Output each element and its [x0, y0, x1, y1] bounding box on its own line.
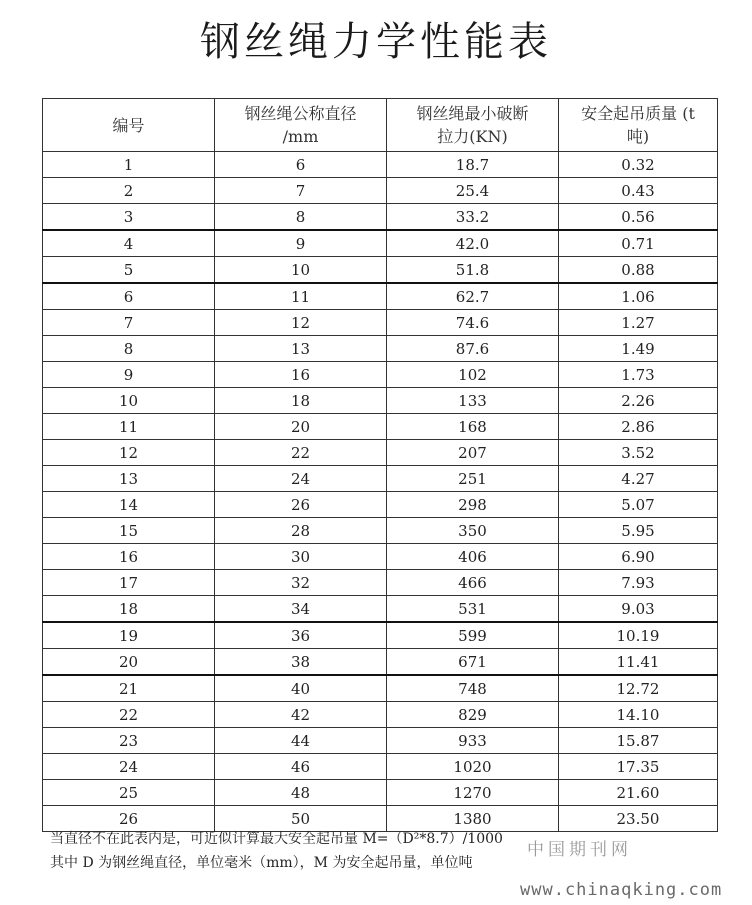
- table-cell: 42: [215, 702, 387, 728]
- table-cell: 22: [215, 440, 387, 466]
- table-cell: 18: [43, 596, 215, 623]
- table-cell: 19: [43, 622, 215, 649]
- table-row: [43, 362, 718, 388]
- table-cell: 24: [43, 754, 215, 780]
- table-row: [43, 544, 718, 570]
- table-row: [43, 702, 718, 728]
- table-cell: 0.43: [559, 178, 718, 204]
- table-cell: 748: [387, 675, 559, 702]
- table-row: [43, 204, 718, 231]
- table-cell: 6: [215, 152, 387, 178]
- table-cell: 9.03: [559, 596, 718, 623]
- table-row: [43, 518, 718, 544]
- table-cell: 24: [215, 466, 387, 492]
- table-cell: 0.88: [559, 257, 718, 284]
- table-cell: 48: [215, 780, 387, 806]
- header-number: 编号: [43, 99, 215, 152]
- table-cell: 168: [387, 414, 559, 440]
- table-cell: 7: [215, 178, 387, 204]
- table-row: [43, 414, 718, 440]
- table-row: [43, 388, 718, 414]
- table-cell: 350: [387, 518, 559, 544]
- table-cell: 11: [43, 414, 215, 440]
- table-cell: 12: [43, 440, 215, 466]
- table-cell: 30: [215, 544, 387, 570]
- table-cell: 22: [43, 702, 215, 728]
- table-row: [43, 492, 718, 518]
- table-cell: 34: [215, 596, 387, 623]
- table-cell: 33.2: [387, 204, 559, 231]
- table-row: [43, 728, 718, 754]
- table-cell: 16: [215, 362, 387, 388]
- table-cell: 5.07: [559, 492, 718, 518]
- table-cell: 21: [43, 675, 215, 702]
- table-cell: 5: [43, 257, 215, 284]
- table-cell: 23: [43, 728, 215, 754]
- table-cell: 406: [387, 544, 559, 570]
- table-cell: 26: [215, 492, 387, 518]
- table-cell: 15: [43, 518, 215, 544]
- table-row: [43, 675, 718, 702]
- table-cell: 25: [43, 780, 215, 806]
- table-cell: 62.7: [387, 283, 559, 310]
- table-cell: 40: [215, 675, 387, 702]
- table-cell: 51.8: [387, 257, 559, 284]
- table-cell: 0.71: [559, 230, 718, 257]
- table-cell: 3.52: [559, 440, 718, 466]
- table-cell: 1.49: [559, 336, 718, 362]
- table-cell: 1: [43, 152, 215, 178]
- table-cell: 10: [43, 388, 215, 414]
- table-cell: 42.0: [387, 230, 559, 257]
- table-cell: 18.7: [387, 152, 559, 178]
- table-cell: 21.60: [559, 780, 718, 806]
- table-row: [43, 622, 718, 649]
- table-cell: 531: [387, 596, 559, 623]
- table-cell: 466: [387, 570, 559, 596]
- table-cell: 18: [215, 388, 387, 414]
- table-cell: 16: [43, 544, 215, 570]
- table-row: [43, 754, 718, 780]
- table-row: [43, 596, 718, 623]
- wire-rope-properties-table: [42, 98, 718, 832]
- table-cell: 207: [387, 440, 559, 466]
- table-cell: 7.93: [559, 570, 718, 596]
- table-cell: 0.56: [559, 204, 718, 231]
- table-cell: 1.27: [559, 310, 718, 336]
- table-row: [43, 649, 718, 676]
- table-row: [43, 780, 718, 806]
- table-cell: 17.35: [559, 754, 718, 780]
- table-cell: 5.95: [559, 518, 718, 544]
- table-cell: 2: [43, 178, 215, 204]
- table-cell: 6: [43, 283, 215, 310]
- table-cell: 20: [43, 649, 215, 676]
- table-row: [43, 336, 718, 362]
- table-cell: 26: [43, 806, 215, 832]
- table-row: [43, 440, 718, 466]
- table-cell: 14: [43, 492, 215, 518]
- table-cell: 3: [43, 204, 215, 231]
- table-cell: 4.27: [559, 466, 718, 492]
- table-cell: 23.50: [559, 806, 718, 832]
- table-row: [43, 152, 718, 178]
- table-cell: 87.6: [387, 336, 559, 362]
- table-cell: 1020: [387, 754, 559, 780]
- table-cell: 20: [215, 414, 387, 440]
- watermark-text: 中国期刊网: [527, 840, 632, 860]
- header-breaking-force: 钢丝绳最小破断 拉力(KN): [387, 99, 559, 152]
- table-cell: 1380: [387, 806, 559, 832]
- table-cell: 671: [387, 649, 559, 676]
- table-cell: 38: [215, 649, 387, 676]
- table-cell: 10.19: [559, 622, 718, 649]
- table-row: [43, 283, 718, 310]
- table-cell: 7: [43, 310, 215, 336]
- table-cell: 14.10: [559, 702, 718, 728]
- table-cell: 25.4: [387, 178, 559, 204]
- table-cell: 251: [387, 466, 559, 492]
- table-cell: 74.6: [387, 310, 559, 336]
- table-row: [43, 257, 718, 284]
- table-row: [43, 178, 718, 204]
- table-cell: 102: [387, 362, 559, 388]
- watermark-url: www.chinaqking.com: [520, 880, 723, 900]
- table-cell: 1.73: [559, 362, 718, 388]
- header-safe-load: 安全起吊质量 (t 吨): [559, 99, 718, 152]
- table-cell: 9: [215, 230, 387, 257]
- table-cell: 17: [43, 570, 215, 596]
- table-cell: 12: [215, 310, 387, 336]
- table-cell: 15.87: [559, 728, 718, 754]
- table-cell: 8: [215, 204, 387, 231]
- table-cell: 8: [43, 336, 215, 362]
- table-cell: 6.90: [559, 544, 718, 570]
- table-cell: 36: [215, 622, 387, 649]
- table-cell: 13: [43, 466, 215, 492]
- table-cell: 28: [215, 518, 387, 544]
- table-cell: 32: [215, 570, 387, 596]
- unit-note: 其中 D 为钢丝绳直径，单位毫米（mm），M 为安全起吊量，单位吨: [50, 855, 473, 871]
- table-row: [43, 230, 718, 257]
- table-cell: 46: [215, 754, 387, 780]
- table-header-row: [43, 99, 718, 152]
- table-cell: 4: [43, 230, 215, 257]
- page-title: 钢丝绳力学性能表: [200, 19, 552, 65]
- formula-note: 当直径不在此表内是，可近似计算最大安全起吊量 M=（D²*8.7）/1000: [50, 831, 503, 847]
- table-cell: 11: [215, 283, 387, 310]
- table-cell: 12.72: [559, 675, 718, 702]
- table-cell: 298: [387, 492, 559, 518]
- table-row: [43, 570, 718, 596]
- table-cell: 10: [215, 257, 387, 284]
- table-cell: 933: [387, 728, 559, 754]
- table-cell: 829: [387, 702, 559, 728]
- table-row: [43, 466, 718, 492]
- table-cell: 11.41: [559, 649, 718, 676]
- table-cell: 50: [215, 806, 387, 832]
- table-cell: 1.06: [559, 283, 718, 310]
- table-cell: 0.32: [559, 152, 718, 178]
- table-cell: 133: [387, 388, 559, 414]
- table-cell: 44: [215, 728, 387, 754]
- table-cell: 9: [43, 362, 215, 388]
- table-cell: 1270: [387, 780, 559, 806]
- table-cell: 2.86: [559, 414, 718, 440]
- header-diameter: 钢丝绳公称直径 /mm: [215, 99, 387, 152]
- table-row: [43, 310, 718, 336]
- table-cell: 13: [215, 336, 387, 362]
- table-cell: 599: [387, 622, 559, 649]
- table-cell: 2.26: [559, 388, 718, 414]
